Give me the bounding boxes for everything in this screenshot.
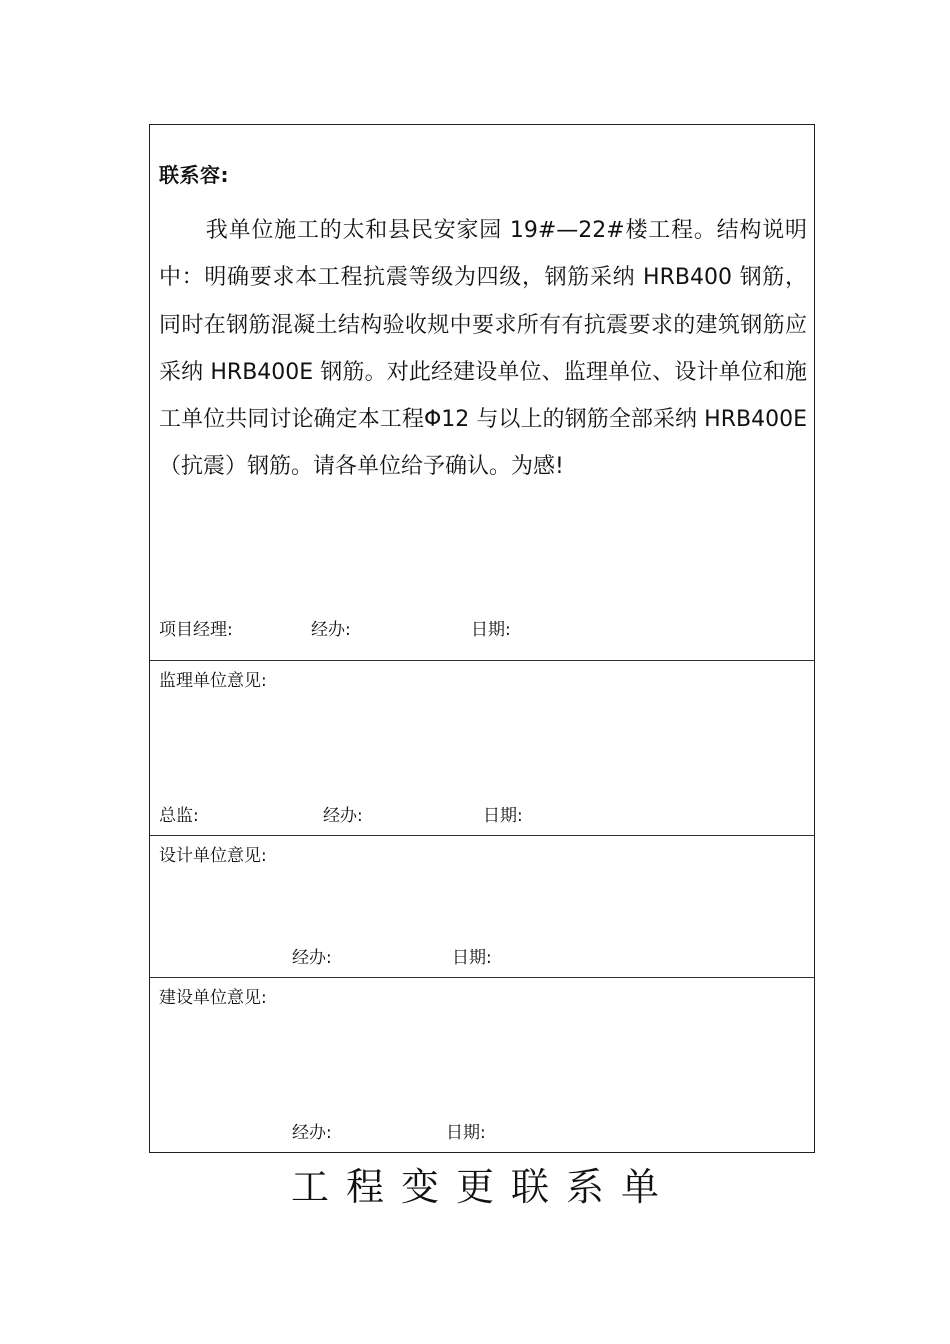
project-manager-label: 项目经理: bbox=[159, 620, 233, 640]
chief-supervisor-label: 总监: bbox=[159, 806, 199, 826]
design-date-label: 日期: bbox=[452, 948, 492, 968]
construction-handler-label: 经办: bbox=[292, 1123, 332, 1143]
document-title: 工程变更联系单 bbox=[290, 1165, 676, 1209]
supervision-opinion-title: 监理单位意见: bbox=[159, 671, 267, 691]
contact-handler-label: 经办: bbox=[311, 620, 351, 640]
content-body bbox=[159, 207, 807, 491]
supervision-opinion-section bbox=[150, 661, 814, 836]
contact-content-section bbox=[150, 125, 814, 661]
construction-date-label: 日期: bbox=[446, 1123, 486, 1143]
contact-date-label: 日期: bbox=[471, 620, 511, 640]
content-heading: 联系容: bbox=[159, 163, 229, 187]
supervision-date-label: 日期: bbox=[483, 806, 523, 826]
construction-opinion-section bbox=[150, 978, 814, 1154]
construction-opinion-title: 建设单位意见: bbox=[159, 988, 267, 1008]
change-contact-form bbox=[149, 124, 815, 1153]
design-opinion-title: 设计单位意见: bbox=[159, 846, 267, 866]
design-opinion-section bbox=[150, 836, 814, 978]
content-body-text: 我单位施工的太和县民安家园 19#—22#楼工程。结构说明中：明确要求本工程抗震等级为四级，钢筋采纳 HRB400 钢筋，同时在钢筋混凝土结构验收规中要求所有有抗震要求的建筑钢筋应采纳 HRB400E 钢筋。对此经建设单位、监理单位、设计单位和施工单位共同讨论确定本工程Φ12 与以上的钢筋全部采纳 HRB400E（抗震）钢筋。请各单位给予确认。为感! bbox=[159, 218, 807, 480]
supervision-handler-label: 经办: bbox=[323, 806, 363, 826]
design-handler-label: 经办: bbox=[292, 948, 332, 968]
